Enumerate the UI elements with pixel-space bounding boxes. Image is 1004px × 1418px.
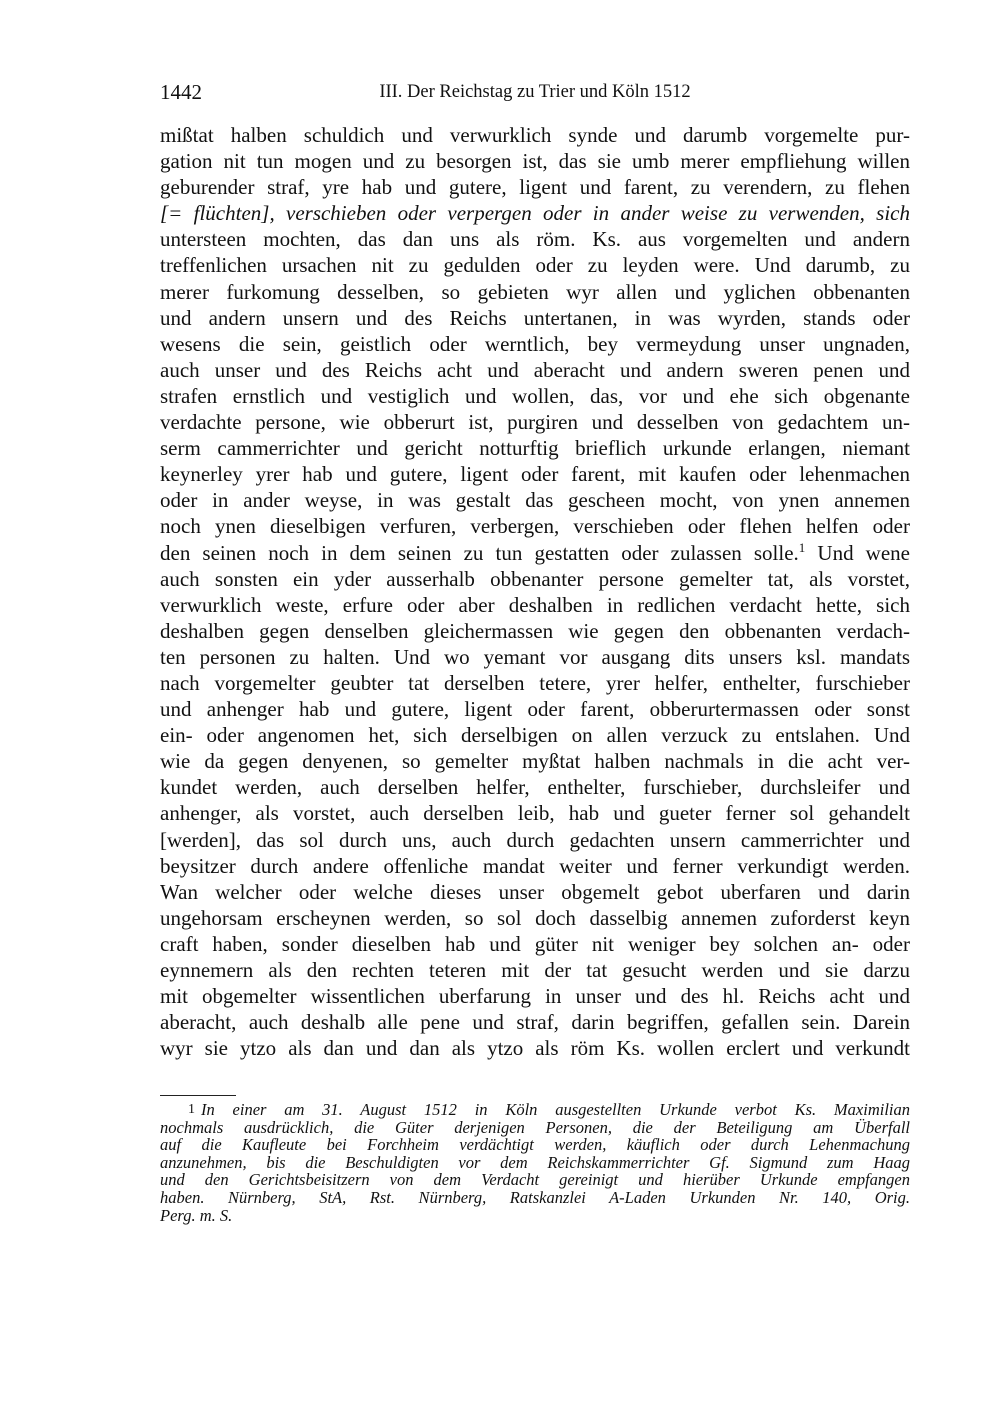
text-line: ein- oder angenomen het, sich derselbigen on allen verzuck zu entslahen. Und xyxy=(160,723,910,748)
text-line: aberacht, auch deshalb alle pene und straf, darin begriffen, gefallen sein. Darein xyxy=(160,1010,910,1035)
text-line: und andern unsern und des Reichs untertanen, in was wyrden, stands oder xyxy=(160,305,910,330)
text-line: eynnemern als den rechten teteren mit der tat gesucht werden und sie darzu xyxy=(160,958,910,982)
footnote-line: und den Gerichtsbeisitzern von dem Verdacht gereinigt und hierüber Urkunde empfangen xyxy=(160,1170,910,1190)
text-line: verdachte persone, wie obberurt ist, purgiren und desselben von gedachtem un- xyxy=(160,410,910,435)
text-line: ten personen zu halten. Und wo yemant vor ausgang dits unsers ksl. mandats xyxy=(160,644,910,669)
text-line: anhenger, als vorstet, auch derselben leib, hab und gueter ferner sol gehandelt xyxy=(160,801,910,826)
text-line: serm cammerrichter und gericht notturftig brieflich urkunde erlangen, niemant xyxy=(160,436,910,461)
text-line: und anhenger hab und gutere, ligent oder farent, obberurtermassen oder sonst xyxy=(160,697,910,722)
footnote-marker: 1 xyxy=(188,1102,195,1117)
footnote-line: anzunehmen, bis die Beschuldigten vor dem Reichskammerrichter Gf. Sigmund zum Haag xyxy=(160,1152,910,1172)
footnote-separator xyxy=(160,1095,236,1096)
footnote-line: nochmals ausdrücklich, die Güter derjenigen Personen, die der Beteiligung am Überfall xyxy=(160,1117,910,1137)
text-line: treffenlichen ursachen nit zu gedulden oder zu leyden were. Und darumb, zu xyxy=(160,253,910,278)
text-segment: den seinen noch in dem seinen zu tun gestatten oder zulassen solle. xyxy=(160,540,799,565)
text-line: ungehorsam erscheynen werden, so sol doch dasselbig annemen zuforderst keyn xyxy=(160,905,910,930)
text-line: mit obgemelter wissentlichen uberfarung in unser und des hl. Reichs acht und xyxy=(160,984,910,1009)
text-line: nach vorgemelter geubter tat derselben tetere, yrer helfer, enthelter, furschieber xyxy=(160,670,910,695)
text-line: Wan welcher oder welche dieses unser obgemelt gebot uberfaren und darin xyxy=(160,879,910,904)
text-line: gation nit tun mogen und zu besorgen ist, das sie umb merer empfliehung willen xyxy=(160,149,910,174)
text-line: wie da gegen denyenen, so gemelter myßtat halben nachmals in die acht ver- xyxy=(160,749,910,774)
text-line: beysitzer durch andere offenliche mandat weiter und ferner verkundigt werden. xyxy=(160,853,910,878)
page-number: 1442 xyxy=(160,80,202,104)
text-line: keynerley yrer hab und gutere, ligent oder farent, mit kaufen oder lehenmachen xyxy=(160,462,910,487)
editorial-insertion: [= flüchten], verschieben oder verpergen oder in ander weise zu verwenden, sich xyxy=(160,201,910,226)
text-line: strafen ernstlich und vestiglich und wollen, das, vor und ehe sich obgenante xyxy=(160,383,910,408)
footnote xyxy=(160,1101,910,1224)
text-line: merer furkomung desselben, so gebieten wyr allen und yglichen obbenanten xyxy=(160,279,910,304)
text-segment: Und wene xyxy=(805,540,910,565)
body-text xyxy=(160,122,910,1061)
text-line: auch sonsten ein yder ausserhalb obbenanter persone gemelter tat, als vorstet, xyxy=(160,566,910,591)
text-line: verwurklich weste, erfure oder aber deshalben in redlichen verdacht hette, sich xyxy=(160,592,910,617)
footnote-line xyxy=(160,1101,910,1119)
page-header xyxy=(160,80,910,106)
footnote-line: haben. Nürnberg, StA, Rst. Nürnberg, Ratskanzlei A-Laden Urkunden Nr. 140, Orig. xyxy=(160,1187,910,1207)
text-line: auch unser und des Reichs acht und aberacht und andern sweren penen und xyxy=(160,357,910,382)
text-line-with-note xyxy=(160,540,910,566)
footnote-reference[interactable]: 1 xyxy=(798,539,806,555)
footnote-line: auf die Kaufleute bei Forchheim verdächtigt werden, käuflich oder durch Lehenmachung xyxy=(160,1135,910,1155)
text-line: geburender straf, yre hab und gutere, ligent und farent, zu verendern, zu flehen xyxy=(160,175,910,200)
text-line: oder in ander weyse, in was gestalt das gescheen mocht, von ynen annemen xyxy=(160,488,910,513)
footnote-line: Perg. m. S. xyxy=(160,1205,233,1225)
text-line: untersteen mochten, das dan uns als röm. Ks. aus vorgemelten und andern xyxy=(160,227,910,252)
text-line: mißtat halben schuldich und verwurklich synde und darumb vorgemelte pur- xyxy=(160,123,910,147)
text-line: noch ynen dieselbigen verfuren, verbergen, verschieben oder flehen helfen oder xyxy=(160,514,910,539)
text-line xyxy=(160,200,910,226)
footnote-text: In einer am 31. August 1512 in Köln ausgestellten Urkunde verbot Ks. Maximilian xyxy=(201,1100,910,1119)
text-line: kundet werden, auch derselben helfer, enthelter, furschieber, durchsleifer und xyxy=(160,775,910,800)
text-line: deshalben gegen denselben gleichermassen wie gegen den obbenanten verdach- xyxy=(160,618,910,643)
running-title: III. Der Reichstag zu Trier und Köln 1512 xyxy=(379,82,691,102)
text-line: wesens die sein, geistlich oder werntlich, bey vermeydung unser ungnaden, xyxy=(160,331,910,356)
text-line: [werden], das sol durch uns, auch durch gedachten unsern cammerrichter und xyxy=(160,827,910,852)
text-line: wyr sie ytzo als dan und dan als ytzo als röm Ks. wollen erclert und verkundt xyxy=(160,1036,910,1061)
text-line: craft haben, sonder dieselben hab und güter nit weniger bey solchen an- oder xyxy=(160,931,910,956)
